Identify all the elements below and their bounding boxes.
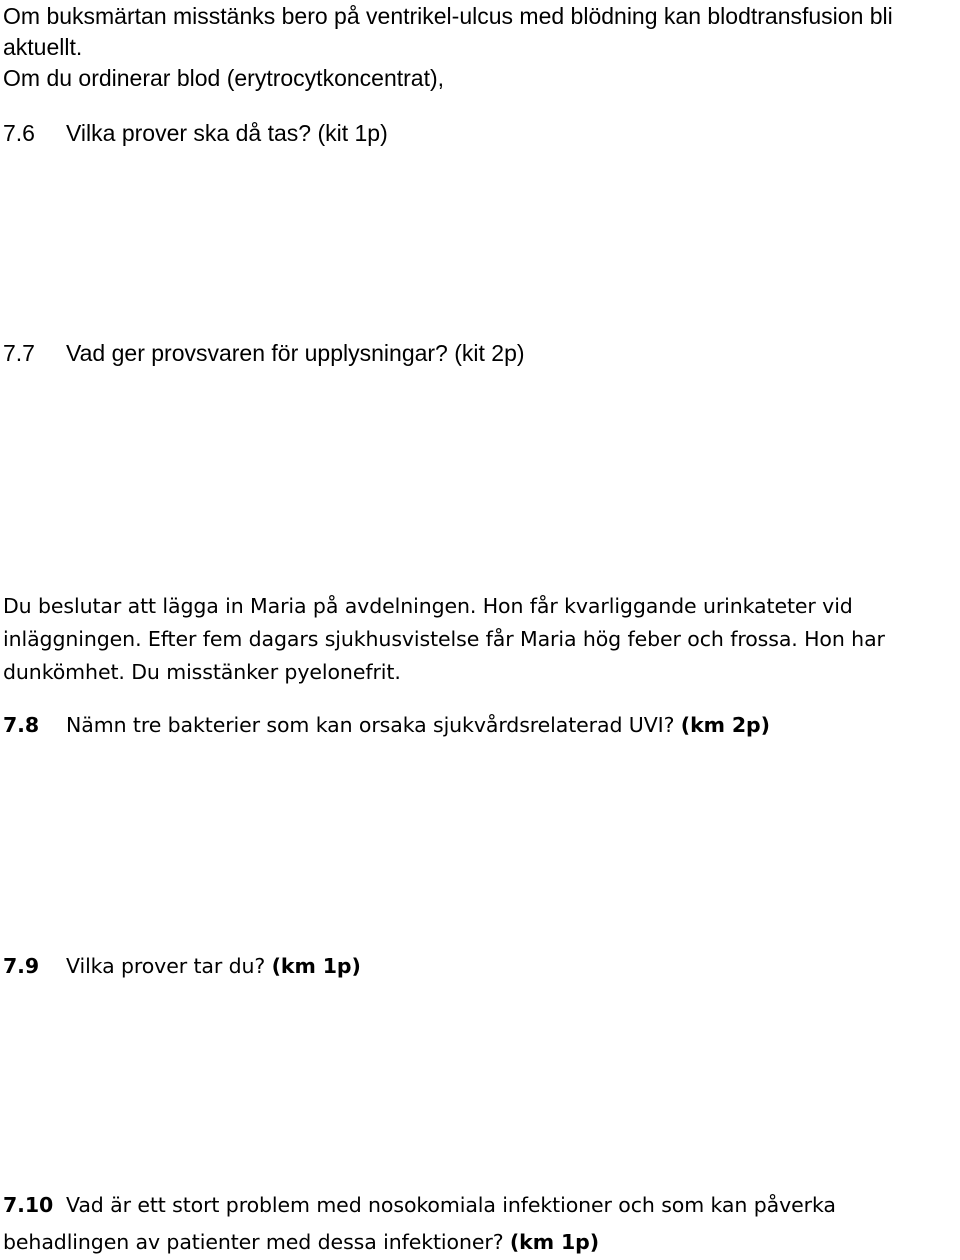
case-line-2: inläggningen. Efter fem dagars sjukhusvistelse får Maria hög feber och frossa. Hon har (3, 627, 885, 651)
question-points: (km 2p) (680, 713, 770, 737)
case-line-1: Du beslutar att lägga in Maria på avdelningen. Hon får kvarliggande urinkateter vid (3, 594, 853, 618)
question-number: 7.9 (3, 954, 40, 978)
question-points: (km 1p) (271, 954, 361, 978)
intro-line-1: Om buksmärtan misstänks bero på ventrikel-ulcus med blödning kan blodtransfusion bli (3, 3, 893, 29)
question-7-9 (3, 950, 361, 982)
question-number: 7.6 (3, 120, 35, 146)
case-line-3: dunkömhet. Du misstänker pyelonefrit. (3, 660, 401, 684)
question-text-line-2: behadlingen av patienter med dessa infektioner? (3, 1230, 504, 1254)
question-text-line-1: Vad är ett stort problem med nosokomiala infektioner och som kan påverka (66, 1193, 836, 1217)
question-7-10 (3, 1189, 836, 1221)
question-number: 7.10 (3, 1193, 54, 1217)
question-number: 7.7 (3, 340, 35, 366)
question-number: 7.8 (3, 713, 40, 737)
intro-line-3: Om du ordinerar blod (erytrocytkoncentrat), (3, 65, 445, 91)
question-7-10-continued (3, 1226, 599, 1258)
question-text: Vilka prover tar du? (66, 954, 266, 978)
question-text: Vad ger provsvaren för upplysningar? (66, 340, 448, 366)
question-7-7 (3, 337, 525, 369)
question-points: (km 1p) (509, 1230, 600, 1254)
question-points: (kit 1p) (317, 120, 388, 146)
question-7-6 (3, 117, 388, 149)
question-points: (kit 2p) (454, 340, 525, 366)
intro-line-2: aktuellt. (3, 34, 83, 60)
question-text: Nämn tre bakterier som kan orsaka sjukvårdsrelaterad UVI? (66, 713, 675, 737)
question-text: Vilka prover ska då tas? (66, 120, 312, 146)
question-7-8 (3, 709, 770, 741)
